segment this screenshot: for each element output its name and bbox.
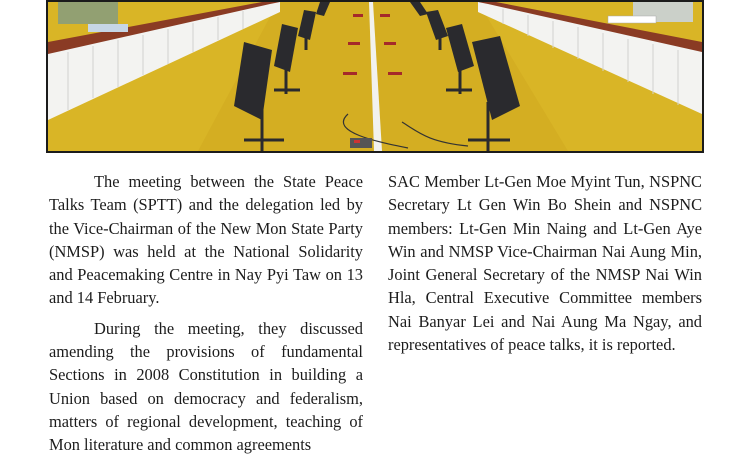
meeting-hall-photo	[46, 0, 704, 153]
article-paragraph-2: During the meeting, they discussed amending the provisions of fundamental Sections in 2008 Constitution in building a Union based on democracy and federalism, matters of regional development, teaching of Mon literature and common agreements	[49, 318, 363, 455]
floor-device	[350, 138, 372, 148]
article-right-column	[388, 170, 702, 356]
article-paragraph-3: SAC Member Lt-Gen Moe Myint Tun, NSPNC Secretary Lt Gen Win Bo Shein and NSPNC members: Lt-Gen Min Naing and Lt-Gen Aye Win and NMSP Vice-Chairman Nai Aung Min, Joint General Secretary of the NMSP Nai Win Hla, Central Executive Committee members Nai Banyar Lei and Nai Aung Ma Ngay, and representatives of peace talks, it is reported.	[388, 172, 702, 355]
article-paragraph-1: The meeting between the State Peace Talks Team (SPTT) and the delegation led by the Vice-Chairman of the New Mon State Party (NMSP) was held at the National Solidarity and Peacemaking Centre in Nay Pyi Taw on 13 and 14 February.	[49, 172, 363, 308]
meeting-hall-illustration	[48, 2, 702, 151]
article-left-column	[49, 170, 363, 457]
